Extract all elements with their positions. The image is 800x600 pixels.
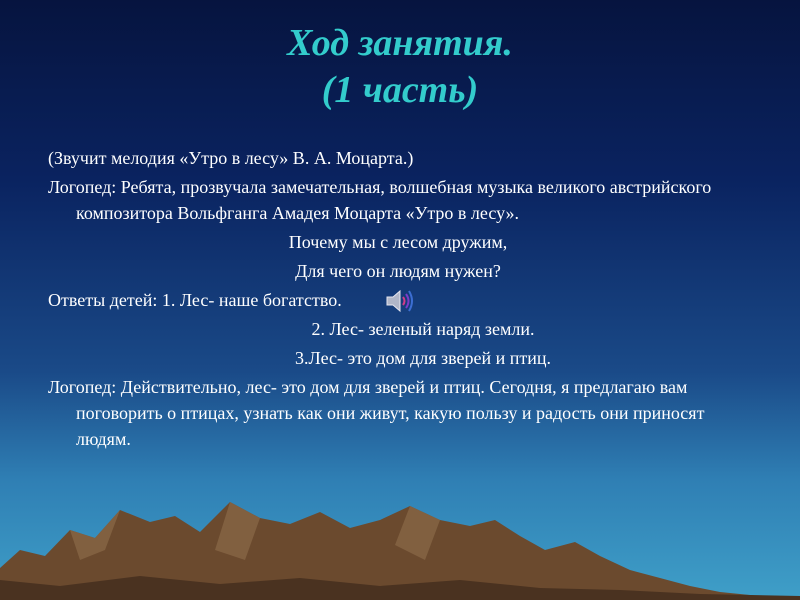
paragraph-logoped-1: Логопед: Ребята, прозвучала замечательная, волшебная музыка великого австрийского композитора Вольфганга Амадея Моцарта «Утро в лесу». bbox=[48, 177, 712, 223]
paragraph-logoped-2: Логопед: Действительно, лес- это дом для зверей и птиц. Сегодня, я предлагаю вам поговорить о птицах, узнать как они живут, какую пользу и радость они приносят людям. bbox=[48, 377, 705, 449]
speaker-icon[interactable] bbox=[384, 288, 416, 314]
paragraph-intro: (Звучит мелодия «Утро в лесу» В. А. Моцарта.) bbox=[48, 148, 414, 168]
slide-title bbox=[0, 20, 800, 114]
title-line-1: Ход занятия. bbox=[287, 22, 513, 64]
mountains-decoration bbox=[0, 490, 800, 600]
poem-line-1: Почему мы с лесом дружим, bbox=[288, 232, 508, 252]
answer-2: 2. Лес- зеленый наряд земли. bbox=[311, 319, 535, 339]
answers-heading: Ответы детей: 1. Лес- наше богатство. bbox=[48, 290, 342, 310]
title-line-2: (1 часть) bbox=[321, 69, 479, 111]
answer-3: 3.Лес- это дом для зверей и птиц. bbox=[295, 348, 551, 368]
poem-line-2: Для чего он людям нужен? bbox=[295, 261, 501, 281]
